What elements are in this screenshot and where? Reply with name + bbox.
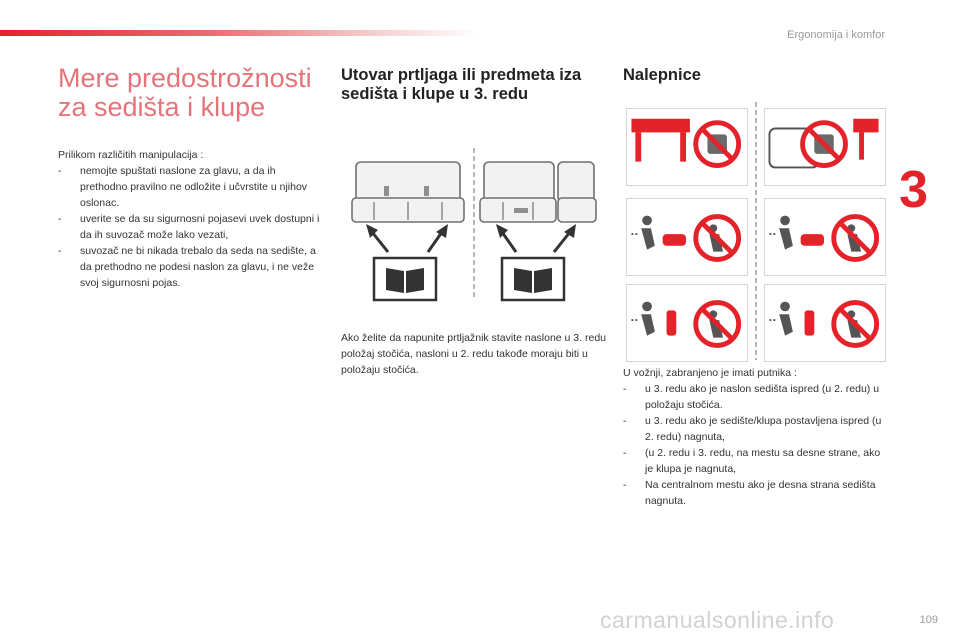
- folded-seat-icon: [663, 234, 686, 246]
- middle-title: Utovar prtljaga ili predmeta iza sedišta i klupe u 3. redu: [341, 66, 582, 103]
- prohibited-sign-icon: [696, 123, 739, 166]
- prohibited-sign-icon: [696, 217, 739, 260]
- list-item: - nemojte spuštati naslone za glavu, a da ih prethodno pravilno ne odložite i učvrstite u njihov oslonac.: [58, 163, 320, 211]
- arrow-icon: [366, 224, 576, 252]
- right-text: [623, 365, 885, 509]
- sticker-tilted-seat-2: [764, 284, 886, 362]
- seat-folding-figure: [348, 148, 600, 308]
- stickers-title: Nalepnice: [623, 66, 701, 84]
- folded-seat-icon: [667, 310, 677, 335]
- section-label: Ergonomija i komfor: [787, 29, 885, 41]
- folded-seat-icon: [801, 234, 824, 246]
- prohibited-sign-icon: [803, 123, 846, 166]
- seat-row-folded-icon: [352, 162, 464, 222]
- seated-passenger-icon: [631, 216, 654, 250]
- list-item: - (u 2. redu i 3. redu, na mestu sa desne strane, ako je klupa je nagnuta,: [623, 445, 885, 477]
- page-title: Mere predostrožnosti za sedišta i klupe: [58, 63, 312, 122]
- seat-row-folded-icon: [480, 162, 596, 222]
- prohibited-sign-icon: [696, 303, 739, 346]
- book-manual-icon: [374, 258, 564, 300]
- list-item: - uverite se da su sigurnosni pojasevi uvek dostupni i da ih suvozač može lako vezati,: [58, 211, 320, 243]
- seated-passenger-icon: [769, 302, 792, 336]
- sticker-seat-tablet-rear: [764, 108, 886, 186]
- sticker-tilted-seat: [626, 284, 748, 362]
- right-list: [623, 381, 885, 509]
- list-item: - u 3. redu ako je sedište/klupa postavljena ispred (u 2. redu) nagnuta,: [623, 413, 885, 445]
- sticker-divider: [754, 102, 758, 362]
- right-intro: U vožnji, zabranjeno je imati putnika :: [623, 367, 797, 379]
- left-column: [58, 64, 320, 291]
- sticker-grid: [624, 102, 886, 362]
- watermark: carmanualsonline.info: [600, 607, 835, 633]
- middle-column: [341, 66, 606, 376]
- left-list: [58, 163, 320, 291]
- sticker-folded-seat-2: [764, 198, 886, 276]
- left-intro: Prilikom različitih manipulacija :: [58, 149, 204, 161]
- seated-passenger-icon: [631, 302, 654, 336]
- right-column: [623, 66, 885, 507]
- sticker-folded-seat: [626, 198, 748, 276]
- chapter-number: 3: [899, 161, 928, 219]
- folded-seat-icon: [805, 310, 815, 335]
- sticker-seat-tablet: [626, 108, 748, 186]
- seated-passenger-icon: [769, 216, 792, 250]
- list-item: - u 3. redu ako je naslon sedišta ispred (u 2. redu) u položaju stočića.: [623, 381, 885, 413]
- prohibited-sign-icon: [834, 217, 877, 260]
- header-accent-bar: [0, 30, 480, 36]
- list-item: - suvozač ne bi nikada trebalo da seda na sedište, a da prethodno ne podesi naslon za glavu, i ne veže svoj sigurnosni pojas.: [58, 243, 320, 291]
- middle-paragraph: Ako želite da napunite prtljažnik stavite naslone u 3. redu položaj stočića, nasloni u 2. redu takođe moraju biti u položaju stočića.: [341, 332, 606, 376]
- page-number: 109: [919, 614, 938, 626]
- prohibited-sign-icon: [834, 303, 877, 346]
- list-item: - Na centralnom mestu ako je desna strana sedišta nagnuta.: [623, 477, 885, 509]
